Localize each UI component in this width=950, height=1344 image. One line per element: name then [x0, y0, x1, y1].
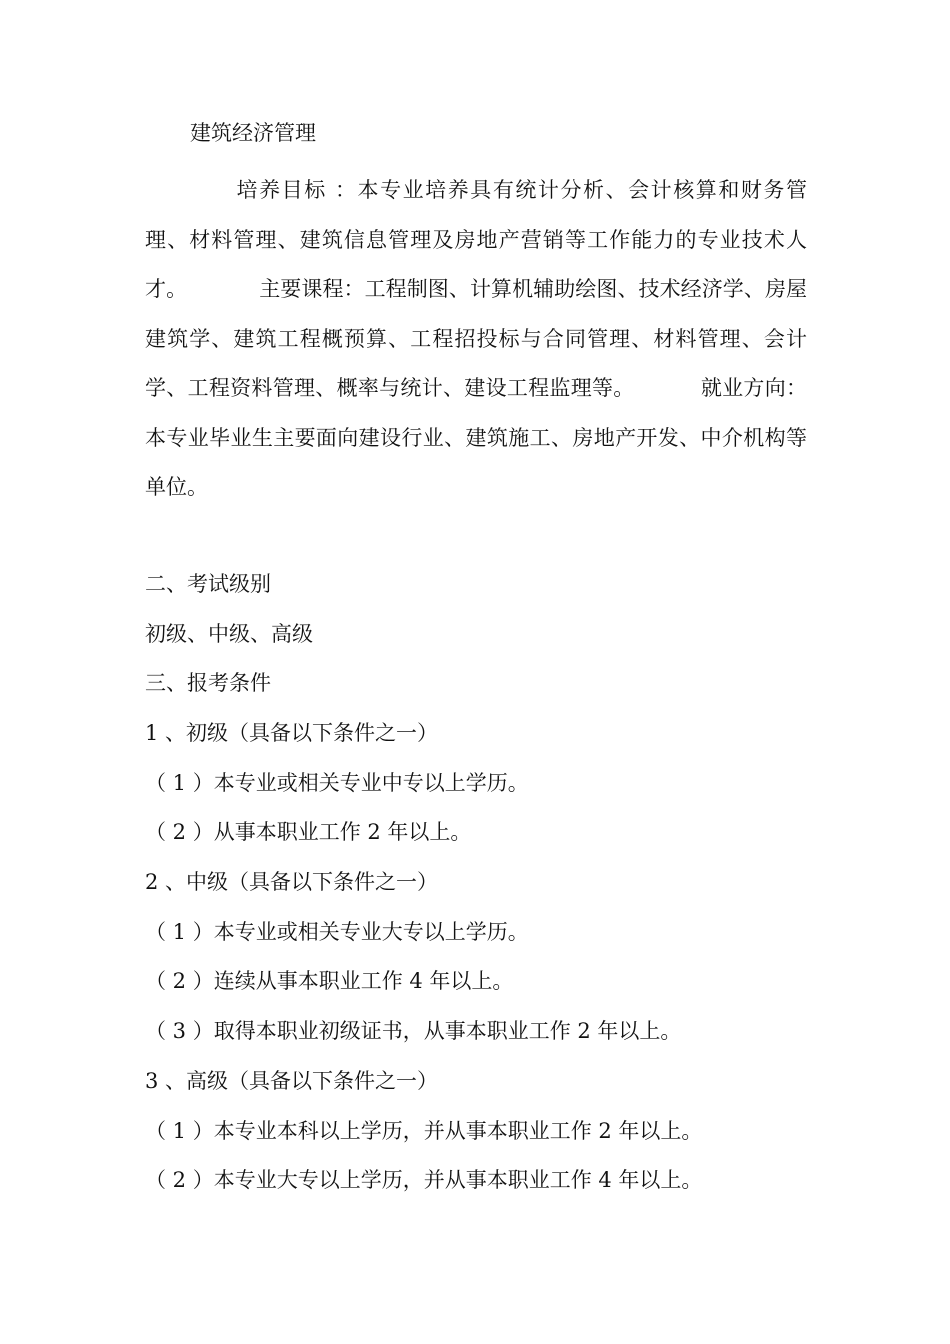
requirement-item: （ 1 ）本专业或相关专业中专以上学历。 [145, 771, 529, 795]
training-goal-text: 培养目标 ：本专业培养具有统计分析、会计核算和财务管理、材料管理、建筑信息管理及房地产营销等工作能力的专业技术人才。 [145, 178, 807, 301]
requirement-item: （ 2 ）本专业大专以上学历，并从事本职业工作 4 年以上。 [145, 1168, 703, 1192]
doc-title: 建筑经济管理 [190, 121, 316, 145]
requirement-item: （ 2 ）连续从事本职业工作 4 年以上。 [145, 969, 514, 993]
level-heading-senior: 3 、高级（具备以下条件之一） [145, 1069, 439, 1093]
section-heading-requirements: 三、报考条件 [145, 671, 271, 695]
major-description-paragraph [145, 166, 807, 513]
requirement-item: （ 1 ）本专业本科以上学历，并从事本职业工作 2 年以上。 [145, 1119, 703, 1143]
requirement-item: （ 1 ）本专业或相关专业大专以上学历。 [145, 920, 529, 944]
level-heading-intermediate: 2 、中级（具备以下条件之一） [145, 870, 439, 894]
level-heading-junior: 1 、初级（具备以下条件之一） [145, 721, 439, 745]
exam-levels-text: 初级、中级、高级 [145, 622, 313, 646]
main-courses-text: 主要课程：工程制图、计算机辅助绘图、技术经济学、房屋建筑学、建筑工程概预算、工程招投标与合同管理、材料管理、会计学、工程资料管理、概率与统计、建设工程监理等。 [145, 277, 808, 400]
requirement-item: （ 2 ）从事本职业工作 2 年以上。 [145, 820, 472, 844]
employment-direction-text: 就业方向：本专业毕业生主要面向建设行业、建筑施工、房地产开发、中介机构等单位。 [145, 376, 808, 499]
section-heading-exam-levels: 二、考试级别 [145, 572, 271, 596]
requirement-item: （ 3 ）取得本职业初级证书，从事本职业工作 2 年以上。 [145, 1019, 682, 1043]
